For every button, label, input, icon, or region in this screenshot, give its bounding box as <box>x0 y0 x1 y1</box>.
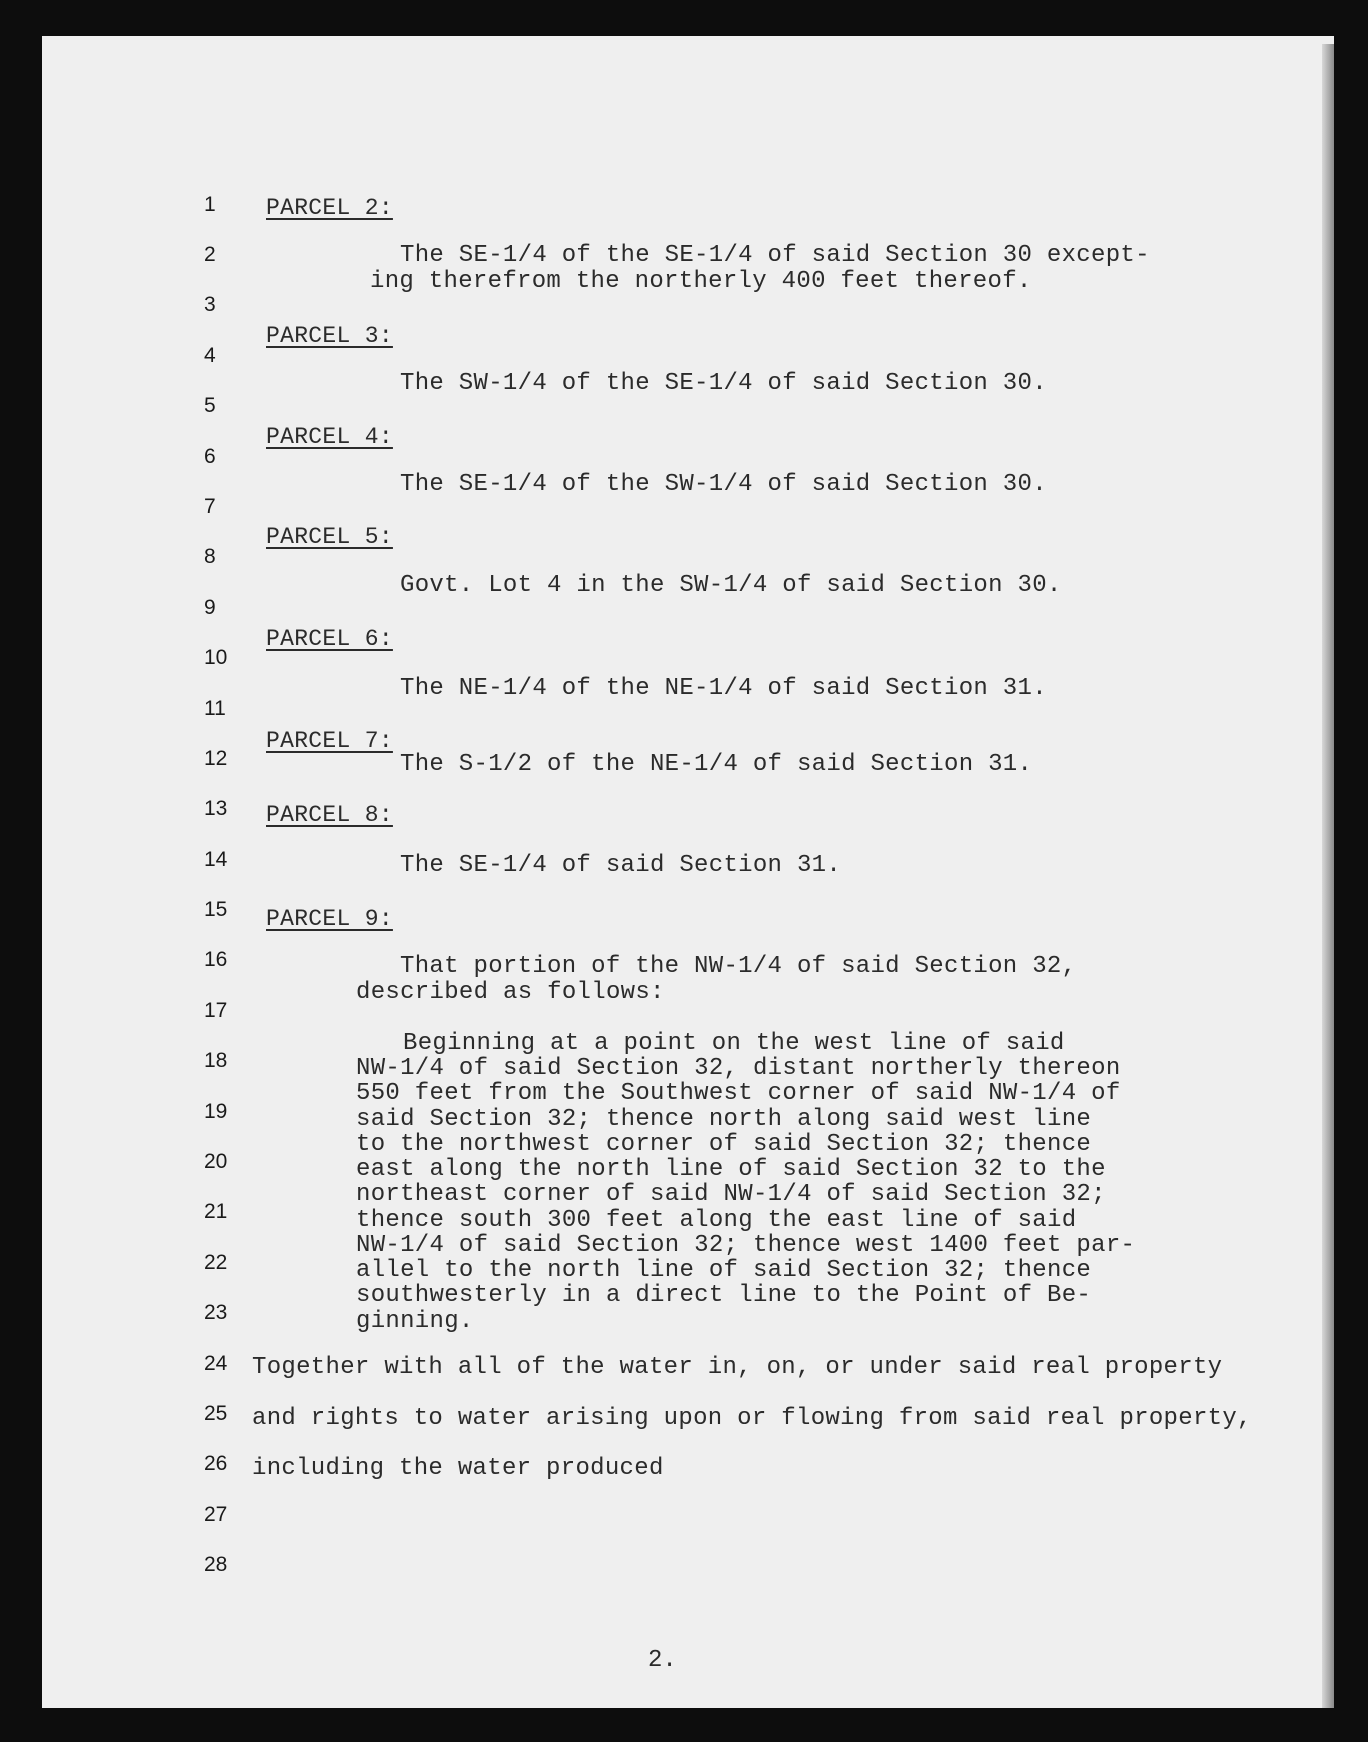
description-line: to the northwest corner of said Section 32; thence <box>356 1131 1092 1158</box>
description-line: said Section 32; thence north along said west line <box>356 1106 1092 1133</box>
line-number: 21 <box>204 1200 228 1223</box>
description-line: thence south 300 feet along the east line of said <box>356 1207 1077 1234</box>
parcel-text-line: Govt. Lot 4 in the SW-1/4 of said Section 30. <box>400 572 1062 599</box>
parcel-text-line: The SE-1/4 of the SE-1/4 of said Section 30 except- <box>400 242 1150 269</box>
description-line: 550 feet from the Southwest corner of said NW-1/4 of <box>356 1080 1121 1107</box>
together-clause-line: Together with all of the water in, on, or under said real property <box>252 1354 1223 1381</box>
line-number: 9 <box>204 596 216 619</box>
parcel-text-line: The SE-1/4 of said Section 31. <box>400 852 842 879</box>
line-number: 15 <box>204 898 228 921</box>
line-number: 3 <box>204 293 216 316</box>
line-number: 2 <box>204 243 216 266</box>
line-number: 6 <box>204 445 216 468</box>
parcel-text-line: The SE-1/4 of the SW-1/4 of said Section 30. <box>400 471 1047 498</box>
description-line: northeast corner of said NW-1/4 of said Section 32; <box>356 1181 1106 1208</box>
line-number: 22 <box>204 1251 228 1274</box>
line-number: 4 <box>204 344 216 367</box>
line-number: 17 <box>204 999 228 1022</box>
description-line: Beginning at a point on the west line of said <box>403 1030 1065 1057</box>
line-number: 25 <box>204 1402 228 1425</box>
line-number: 18 <box>204 1049 228 1072</box>
line-number: 7 <box>204 495 216 518</box>
page-number: 2. <box>648 1647 677 1674</box>
line-number: 16 <box>204 948 228 971</box>
line-number: 26 <box>204 1452 228 1475</box>
parcel-heading: PARCEL 6: <box>266 626 393 652</box>
parcel-heading: PARCEL 2: <box>266 195 393 221</box>
parcel-text-line: That portion of the NW-1/4 of said Section 32, <box>400 953 1077 980</box>
together-clause-line: including the water produced <box>252 1455 664 1482</box>
description-line: east along the north line of said Section 32 to the <box>356 1156 1106 1183</box>
line-number: 8 <box>204 545 216 568</box>
line-number: 19 <box>204 1100 228 1123</box>
parcel-heading: PARCEL 3: <box>266 323 393 349</box>
line-number: 24 <box>204 1352 228 1375</box>
line-number: 20 <box>204 1150 228 1173</box>
line-number: 27 <box>204 1503 228 1526</box>
description-line: NW-1/4 of said Section 32, distant northerly thereon <box>356 1055 1121 1082</box>
parcel-heading: PARCEL 5: <box>266 524 393 550</box>
line-number: 10 <box>204 646 228 669</box>
together-clause-line: and rights to water arising upon or flowing from said real property, <box>252 1405 1252 1432</box>
parcel-heading: PARCEL 9: <box>266 906 393 932</box>
description-line: NW-1/4 of said Section 32; thence west 1400 feet par- <box>356 1232 1136 1259</box>
parcel-heading: PARCEL 7: <box>266 728 393 754</box>
line-number: 1 <box>204 193 216 216</box>
line-number: 23 <box>204 1301 228 1324</box>
line-number: 11 <box>204 697 226 720</box>
parcel-text-line: described as follows: <box>356 979 665 1006</box>
parcel-heading: PARCEL 8: <box>266 802 393 828</box>
parcel-heading: PARCEL 4: <box>266 424 393 450</box>
parcel-text-line: ing therefrom the northerly 400 feet thereof. <box>370 268 1032 295</box>
parcel-text-line: The NE-1/4 of the NE-1/4 of said Section 31. <box>400 675 1047 702</box>
description-line: ginning. <box>356 1308 474 1335</box>
description-line: southwesterly in a direct line to the Point of Be- <box>356 1282 1092 1309</box>
parcel-text-line: The S-1/2 of the NE-1/4 of said Section 31. <box>400 751 1033 778</box>
parcel-text-line: The SW-1/4 of the SE-1/4 of said Section 30. <box>400 370 1047 397</box>
line-number: 13 <box>204 797 228 820</box>
page-edge-shadow <box>1322 44 1334 1708</box>
description-line: allel to the north line of said Section 32; thence <box>356 1257 1092 1284</box>
line-number: 14 <box>204 848 228 871</box>
line-number: 28 <box>204 1553 228 1576</box>
line-number: 12 <box>204 747 228 770</box>
line-number: 5 <box>204 394 216 417</box>
